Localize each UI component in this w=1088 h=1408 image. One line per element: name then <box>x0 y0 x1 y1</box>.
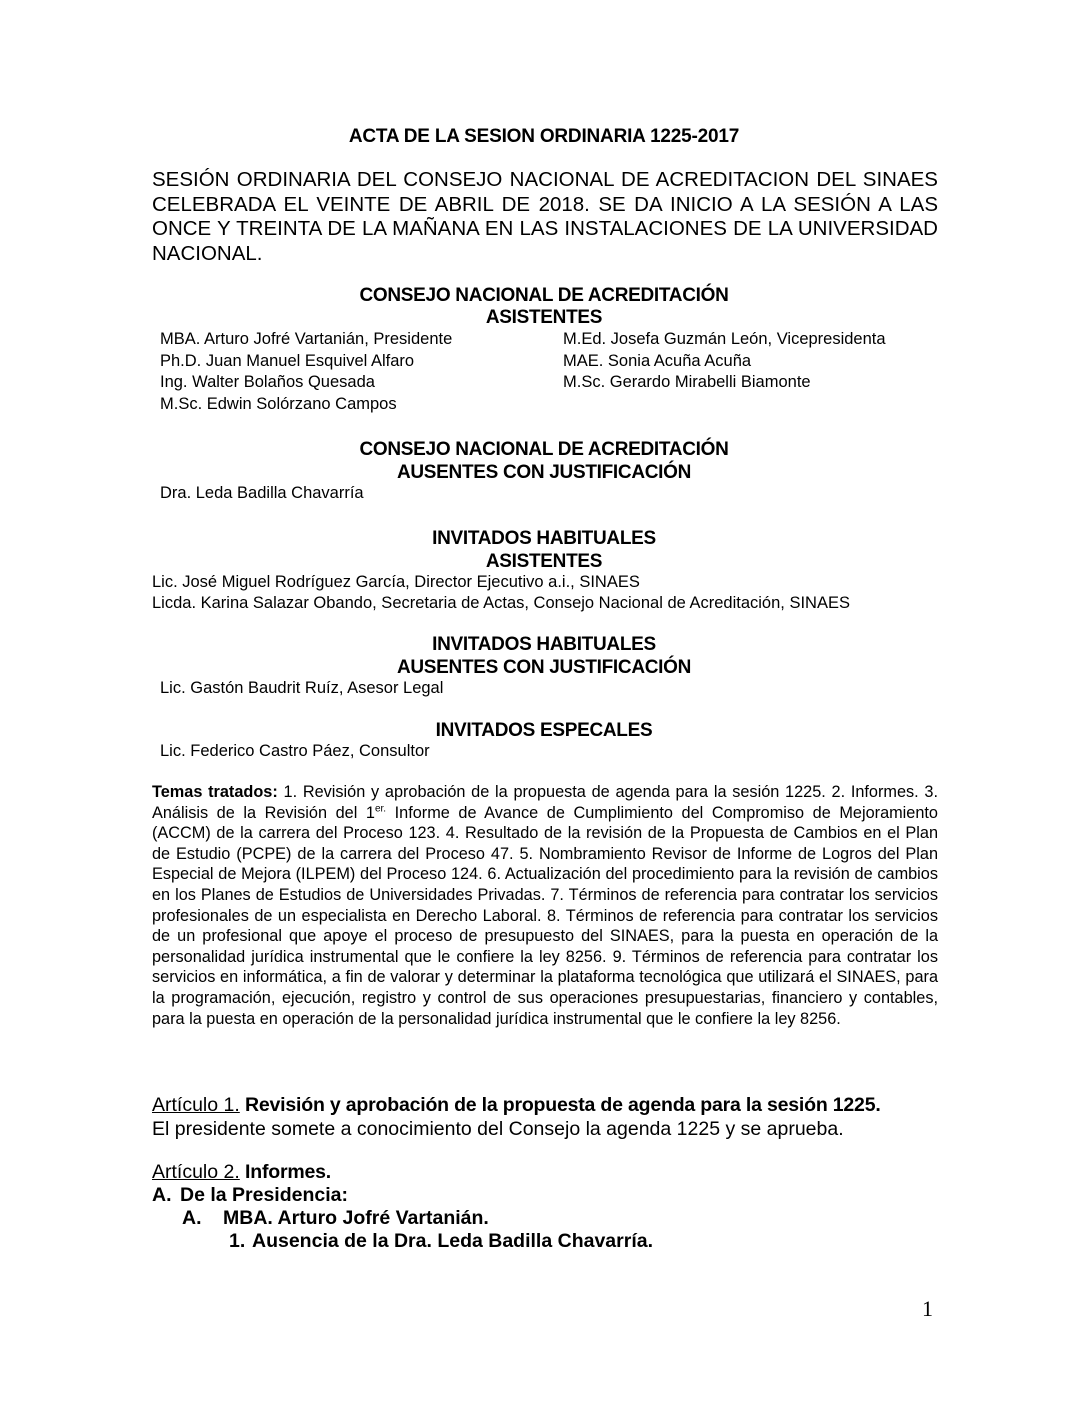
articulo-title: Informes. <box>239 1161 331 1183</box>
list-item <box>152 1183 348 1207</box>
consejo-asistentes-heading: CONSEJO NACIONAL DE ACREDITACIÓN <box>359 285 729 306</box>
member-name: MAE. Sonia Acuña Acuña <box>563 352 752 370</box>
member-name: M.Sc. Gerardo Mirabelli Biamonte <box>563 373 811 391</box>
member-name: Dra. Leda Badilla Chavarría <box>160 484 364 502</box>
list-item-text: Ausencia de la Dra. Leda Badilla Chavarría. <box>252 1230 653 1252</box>
document-title: ACTA DE LA SESION ORDINARIA 1225-2017 <box>348 126 740 147</box>
member-name: MBA. Arturo Jofré Vartanián, Presidente <box>160 330 453 348</box>
list-marker: A. <box>182 1207 202 1229</box>
consejo-ausentes-subheading: AUSENTES CON JUSTIFICACIÓN <box>396 462 692 483</box>
member-name: Lic. Gastón Baudrit Ruíz, Asesor Legal <box>160 679 444 697</box>
invitados-especiales-heading: INVITADOS ESPECALES <box>435 720 653 741</box>
member-name: M.Sc. Edwin Solórzano Campos <box>160 395 397 413</box>
page-number: 1 <box>922 1296 933 1321</box>
invitados-ausentes-heading: INVITADOS HABITUALES <box>432 634 656 655</box>
invitados-asistentes-heading: INVITADOS HABITUALES <box>432 528 656 549</box>
articulo-label: Artículo 2. <box>152 1161 240 1183</box>
temas-tratados-paragraph <box>152 782 938 1029</box>
articulo-title: Revisión y aprobación de la propuesta de agenda para la sesión 1225. <box>239 1094 881 1116</box>
list-item <box>182 1206 489 1230</box>
list-marker: A. <box>152 1184 172 1206</box>
articulo-2-heading <box>152 1160 331 1184</box>
member-name: Licda. Karina Salazar Obando, Secretaria de Actas, Consejo Nacional de Acreditación, SINAES <box>152 594 850 612</box>
member-name: Ph.D. Juan Manuel Esquivel Alfaro <box>160 352 415 370</box>
member-name: Ing. Walter Bolaños Quesada <box>160 373 375 391</box>
member-name: Lic. José Miguel Rodríguez García, Director Ejecutivo a.i., SINAES <box>152 573 640 591</box>
list-item <box>229 1229 653 1253</box>
articulo-label: Artículo 1. <box>152 1094 240 1116</box>
temas-text: 1. Revisión y aprobación de la propuesta de agenda para la sesión 1225. 2. Informes. 3. Análisis de la Revisión del 1 <box>152 783 939 822</box>
temas-label: Temas tratados: <box>152 783 278 801</box>
invitados-ausentes-subheading: AUSENTES CON JUSTIFICACIÓN <box>396 657 692 678</box>
temas-superscript: er. <box>374 803 387 815</box>
list-item-text: De la Presidencia: <box>180 1184 348 1206</box>
articulo-1-body: El presidente somete a conocimiento del Consejo la agenda 1225 y se aprueba. <box>152 1118 844 1140</box>
list-marker: 1. <box>229 1230 246 1252</box>
list-item-text: MBA. Arturo Jofré Vartanián. <box>223 1207 489 1229</box>
intro-paragraph: SESIÓN ORDINARIA DEL CONSEJO NACIONAL DE ACREDITACION DEL SINAES CELEBRADA EL VEINTE DE ABRIL DE 2018. SE DA INICIO A LA SESIÓN A LAS ONCE Y TREINTA DE LA MAÑANA EN LAS INSTALACIONES DE LA UNIVERSIDAD NACIONAL. <box>152 168 938 265</box>
member-name: Lic. Federico Castro Páez, Consultor <box>160 742 430 760</box>
articulo-1-heading <box>152 1093 881 1117</box>
invitados-asistentes-subheading: ASISTENTES <box>485 551 603 572</box>
consejo-ausentes-heading: CONSEJO NACIONAL DE ACREDITACIÓN <box>359 439 729 460</box>
member-name: M.Ed. Josefa Guzmán León, Vicepresidenta <box>563 330 886 348</box>
consejo-asistentes-subheading: ASISTENTES <box>485 307 603 328</box>
temas-text: Informe de Avance de Cumplimiento del Compromiso de Mejoramiento (ACCM) de la carrera del Proceso 123. 4. Resultado de la revisión de la Propuesta de Cambios en el Plan de Estudio (PCPE) de la carrera del Proceso 47. 5. Nombramiento Revisor de Informe de Logros del Plan Especial de Mejora (ILPEM) del Proceso 124. 6. Actualización del procedimiento para la revisión de cambios en los Planes de Estudios de Universidades Privadas. 7. Términos de referencia para contratar los servicios profesionales de un especialista en Derecho Laboral. 8. Términos de referencia para contratar los servicios de un profesional que apoye el proceso de presupuesto del SINAES, para la puesta en operación de la personalidad jurídica instrumental que le confiere la ley 8256. 9. Términos de referencia para contratar los servicios en informática, a fin de valorar y determinar la plataforma tecnológica que utilizará el SINAES, para la programación, ejecución, registro y control de sus operaciones presupuestarias, financiero y contables, para la puesta en operación de la personalidad jurídica instrumental que le confiere la ley 8256. <box>152 803 938 1028</box>
